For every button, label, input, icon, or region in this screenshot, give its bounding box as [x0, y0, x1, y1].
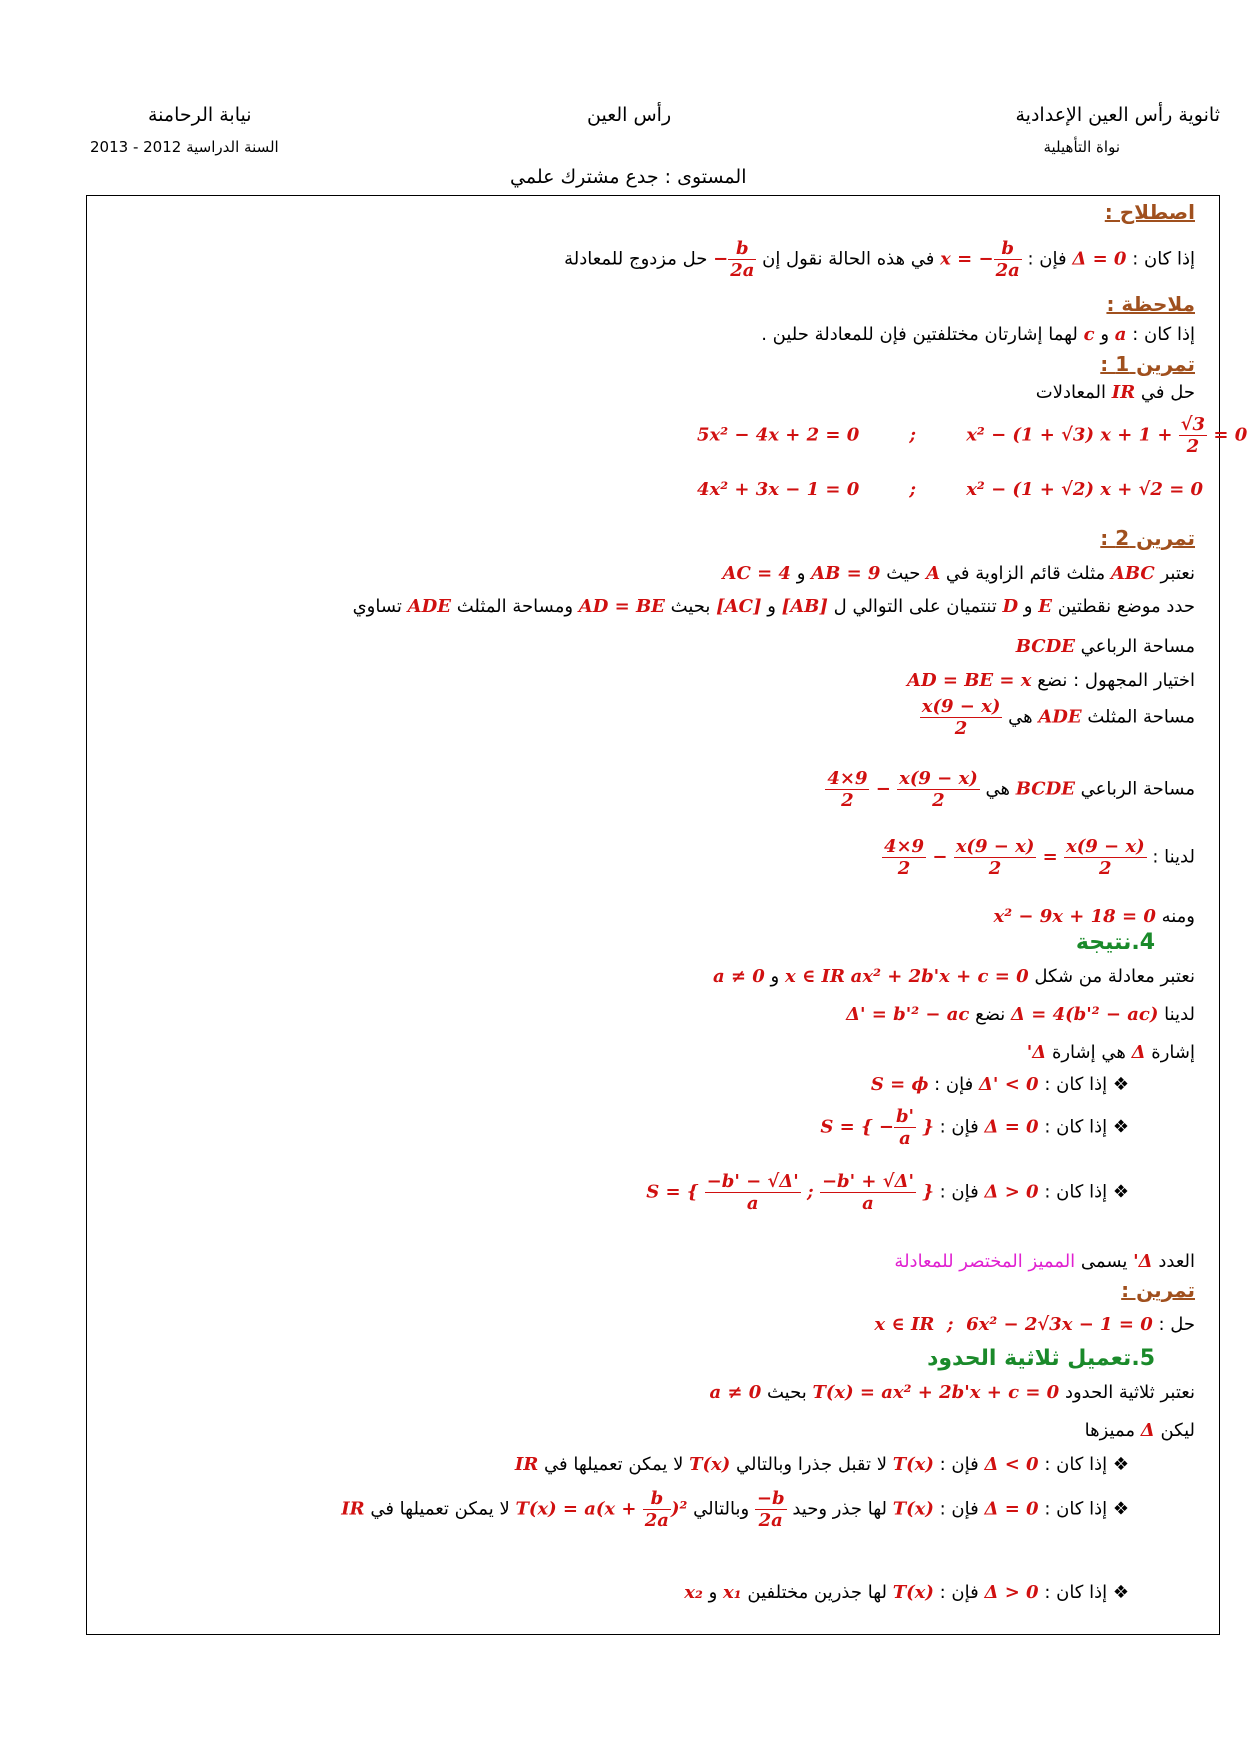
exercise3-line: حل : x ∈ IR ; 6x² − 2√3x − 1 = 0 [874, 1314, 1195, 1335]
section5-line1: نعتبر ثلاثية الحدود T(x) = ax² + 2b'x + c = 0 بحيث a ≠ 0 [709, 1382, 1195, 1403]
exercise1-eq-row2: 4x² + 3x − 1 = 0 ; x² − (1 + √2) x + √2 = 0 [697, 479, 1204, 500]
remark-title: ملاحظة : [1106, 292, 1195, 316]
level: المستوى : جدع مشترك علمي [510, 166, 747, 188]
convention-title: اصطلاح : [1104, 200, 1195, 224]
section5-case2: ❖ إذا كان : Δ = 0 فإن : T(x) لها جذر وحيد $\frac{-b}{2a}$ وبالتالي T(x) = a(x + $\frac{b}{2a}$ )² لا يمكن تعميلها في IR [341, 1488, 1129, 1531]
exercise3-title: تمرين : [1121, 1278, 1195, 1302]
section4-title: 4.نتيجة [1075, 930, 1155, 955]
section4-line2: لدينا Δ = 4(b'² − ac) نضع Δ' = b'² − ac [846, 1004, 1195, 1025]
exercise2-line7: لدينا : $\frac{4\times 9}{2}$ − $\frac{x(9 - x)}{2}$ = $\frac{x(9 - x)}{2}$ [883, 836, 1195, 879]
exercise2-line6: مساحة الرباعي BCDE هي $\frac{4\times 9}{2}$ − $\frac{x(9 - x)}{2}$ [827, 768, 1195, 811]
branch-name: نواة التأهيلية [1043, 138, 1120, 156]
section4-case1: ❖ إذا كان : Δ' < 0 فإن : S = ϕ [870, 1074, 1129, 1095]
exercise2-title: تمرين 2 : [1100, 526, 1195, 550]
section4-case3: ❖ إذا كان : Δ > 0 فإن : S = { $\frac{-b' - √\Delta'}{a}$ ; $\frac{-b' + √\Delta'}{a}$ } [646, 1171, 1129, 1214]
exercise2-line5: مساحة المثلث ADE هي $\frac{x(9 - x)}{2}$ [921, 696, 1195, 739]
section4-note: العدد Δ' يسمى المميز المختصر للمعادلة [894, 1251, 1195, 1272]
directorate-name: نيابة الرحامنة [148, 104, 252, 126]
exercise1-intro: حل في IR المعادلات [1035, 382, 1195, 403]
section4-line3: إشارة Δ هي إشارة Δ' [1026, 1042, 1195, 1063]
exercise1-eq-row1: 5x² − 4x + 2 = 0 ; x² − (1 + √3) x + 1 + $\frac{√3}{2}$ = 0 [697, 414, 1247, 457]
remark-line: إذا كان : a و c لهما إشارتان مختلفتين فإن للمعادلة حلين . [761, 324, 1195, 345]
section5-line2: ليكن Δ مميزها [1084, 1420, 1195, 1441]
exercise1-title: تمرين 1 : [1100, 352, 1195, 376]
section4-line1: نعتبر معادلة من شكل ax² + 2b'x + c = 0 x ∈ IR و a ≠ 0 [712, 966, 1195, 987]
convention-line: إذا كان : Δ = 0 فإن : x = − $\frac{b}{2a}$ في هذه الحالة نقول إن − $\frac{b}{2a}$ حل مزدوج للمعادلة [564, 238, 1195, 281]
school-name: ثانوية رأس العين الإعدادية [1015, 104, 1220, 126]
school-year: السنة الدراسية 2012 - 2013 [90, 138, 279, 156]
exercise2-line4: اختيار المجهول : نضع AD = BE = x [907, 670, 1195, 691]
content-frame [86, 195, 1247, 1635]
exercise2-line3: مساحة الرباعي BCDE [1015, 636, 1195, 657]
section5-case3: ❖ إذا كان : Δ > 0 فإن : T(x) لها جذرين مختلفين x₁ و x₂ [684, 1582, 1129, 1603]
section5-case1: ❖ إذا كان : Δ < 0 فإن : T(x) لا تقبل جذرا وبالتالي T(x) لا يمكن تعميلها في IR [514, 1454, 1129, 1475]
exercise2-line8: ومنه x² − 9x + 18 = 0 [993, 906, 1195, 927]
exercise2-line1: نعتبر ABC مثلث قائم الزاوية في A حيث AB = 9 و AC = 4 [722, 563, 1195, 584]
section5-title: 5.تعميل ثلاثية الحدود [927, 1346, 1155, 1371]
section4-case2: ❖ إذا كان : Δ = 0 فإن : S = { − $\frac{b'}{a}$ } [820, 1106, 1129, 1149]
exercise2-line2: حدد موضع نقطتين E و D تنتميان على التوالي ل [AB] و [AC] بحيث AD = BE ومساحة المثلث ADE تساوي [352, 596, 1195, 617]
city-name: رأس العين [587, 104, 672, 126]
